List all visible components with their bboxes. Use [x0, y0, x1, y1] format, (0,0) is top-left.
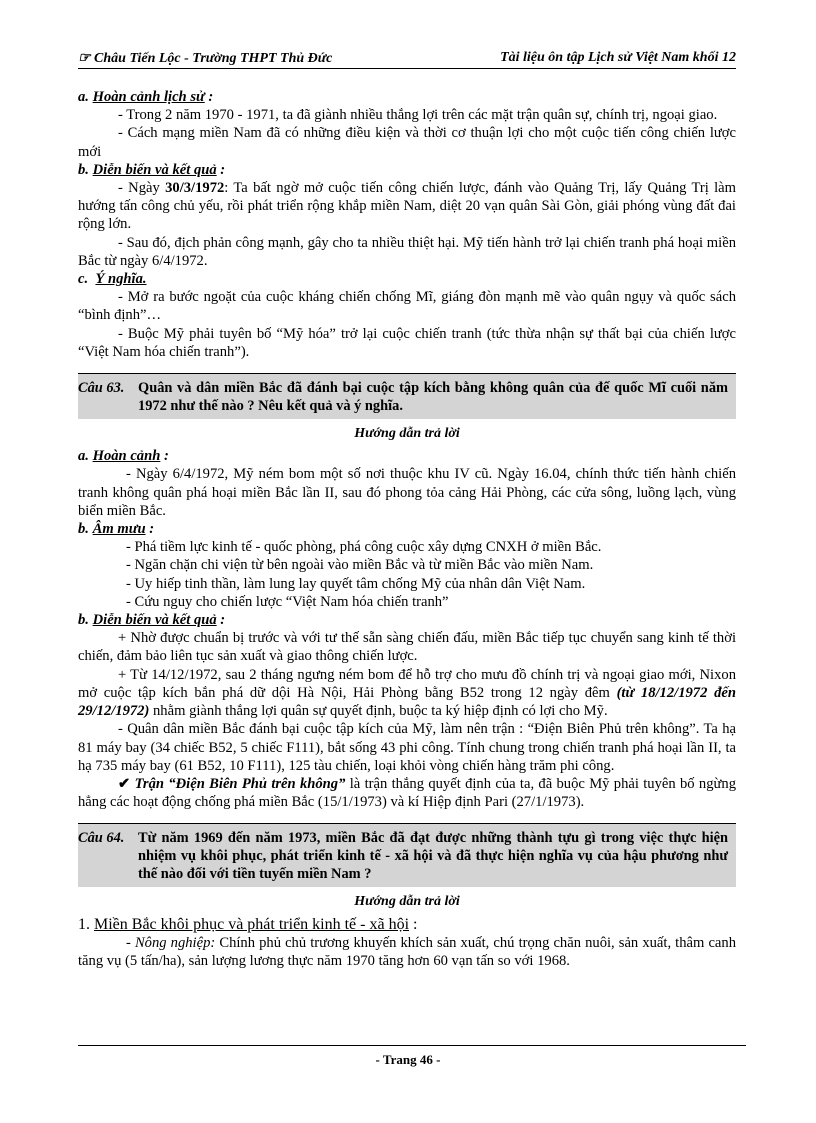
footer-rule [78, 1045, 746, 1046]
question-number: Câu 63. [78, 380, 125, 397]
header-rule [78, 68, 736, 69]
list-item: - Ngăn chặn chi viện từ bên ngoài vào miền Bắc và từ miền Bắc vào miền Nam. [126, 557, 594, 574]
paragraph: + Nhờ được chuẩn bị trước và với tư thế sẵn sàng chiến đấu, miền Bắc tiếp tục chuyển sang kinh tế thời chiến, đảm bảo liên tục sản xuất và giao thông chiến lược. [78, 630, 736, 665]
heading-a: a. Hoàn cảnh : [78, 448, 169, 465]
paragraph: - Buộc Mỹ phải tuyên bố “Mỹ hóa” trở lại cuộc chiến tranh (tức thừa nhận sự thất bại của chiến lược “Việt Nam hóa chiến tranh”). [78, 325, 736, 360]
list-item: - Uy hiếp tinh thần, làm lung lay quyết tâm chống Mỹ của nhân dân Việt Nam. [126, 575, 586, 592]
paragraph: ✔ Trận “Điện Biên Phủ trên không” là trận thắng quyết định của ta, đã buộc Mỹ phải tuyên bố ngừng hẳng các hoạt động chống phá miền Bắc (15/1/1973) và kí Hiệp định Pari (27/1/1973). [78, 775, 736, 811]
check-icon: ✔ [118, 775, 131, 792]
header-doc-title: Tài liệu ôn tập Lịch sử Việt Nam khối 12 [500, 50, 736, 65]
question-text: Quân và dân miền Bắc đã đánh bại cuộc tập kích bằng không quân của đế quốc Mĩ cuối năm 1972 như thế nào ? Nêu kết quả và ý nghĩa. [138, 380, 728, 415]
heading-b-title: Diễn biến và kết quả [92, 161, 217, 178]
paragraph: - Mở ra bước ngoặt của cuộc kháng chiến chống Mĩ, giáng đòn mạnh mẽ vào quân ngụy và quốc sách “bình định”… [78, 289, 736, 324]
heading-c-title: Ý nghĩa. [95, 271, 147, 288]
question-text: Từ năm 1969 đến năm 1973, miền Bắc đã đạt được những thành tựu gì trong việc thực hiện nhiệm vụ khôi phục, phát triển kinh tế - xã hội và đã thực hiện nghĩa vụ của hậu phương như thế nào đối với tiền tuyến miền Nam ? [138, 830, 728, 883]
heading-b: b. Âm mưu : [78, 521, 155, 538]
page-content [78, 88, 736, 970]
heading-b: b. Diễn biến và kết quả : [78, 161, 226, 178]
paragraph: - Ngày 6/4/1972, Mỹ ném bom một số nơi thuộc khu IV cũ. Ngày 16.04, chính thức tiến hành chiến tranh không quân phá hoại miền Bắc lần II, sau đó phong tỏa cảng Hải Phòng, các cửa sông, luồng lạch, vùng biển miền Bắc. [78, 466, 736, 519]
paragraph: + Từ 14/12/1972, sau 2 tháng ngưng ném bom để hỗ trợ cho mưu đồ chính trị và ngoại giao mới, Nixon mở cuộc tập kích bắn phá dữ dội Hà Nội, Hải Phòng bằng B52 trong 12 ngày đêm (từ 18/12/1972 đến 29/12/1972) nhằm giành thắng lợi quân sự quyết định, buộc ta ký hiệp định có lợi cho Mỹ. [78, 666, 736, 720]
heading-a-title: Hoàn cảnh lịch sử [92, 89, 205, 105]
paragraph: - Cách mạng miền Nam đã có những điều kiện và thời cơ thuận lợi cho một cuộc tiến công chiến lược mới [78, 125, 736, 160]
heading-a: a. Hoàn cảnh lịch sử : [78, 89, 214, 105]
list-item: - Cứu nguy cho chiến lược “Việt Nam hóa chiến tranh” [126, 593, 449, 610]
paragraph: - Ngày 30/3/1972: Ta bất ngờ mở cuộc tiến công chiến lược, đánh vào Quảng Trị, lấy Quảng Trị làm hướng tấn công chủ yếu, rồi phát triển rộng khắp miền Nam, diệt 20 vạn quân Sài Gòn, giải phóng vùng đất đai rộng lớn. [78, 180, 736, 233]
page-number: - Trang 46 - [375, 1052, 441, 1067]
paragraph: - Sau đó, địch phản công mạnh, gây cho ta nhiều thiệt hại. Mỹ tiến hành trở lại chiến tranh phá hoại miền Bắc từ ngày 6/4/1972. [78, 234, 736, 269]
question-box-63 [78, 373, 736, 419]
question-number: Câu 64. [78, 830, 125, 847]
page-header [78, 50, 736, 68]
paragraph: - Quân dân miền Bắc đánh bại cuộc tập kích của Mỹ, làm nên trận : “Điện Biên Phủ trên không”. Ta hạ 81 máy bay (34 chiếc B52, 5 chiếc F111), bắt sống 43 phi công. Tính chung trong chiến tranh phá hoại lần II, ta hạ 735 máy bay (61 B52, 10 F111), 125 tàu chiến, loại khỏi vòng chiến hàng trăm phi công. [78, 721, 736, 774]
heading-c: b. Diễn biến và kết quả : [78, 612, 226, 629]
section-heading: 1. Miền Bắc khôi phục và phát triển kinh tế - xã hội : [78, 915, 418, 933]
list-item: - Phá tiềm lực kinh tế - quốc phòng, phá công cuộc xây dựng CNXH ở miền Bắc. [126, 539, 602, 556]
answer-guide-heading: Hướng dẫn trả lời [354, 894, 460, 910]
answer-guide-heading: Hướng dẫn trả lời [354, 426, 460, 442]
paragraph: - Nông nghiệp: Chính phủ chủ trương khuyến khích sản xuất, chú trọng chăn nuôi, sản xuất, thâm canh tăng vụ (5 tấn/ha), sản lượng lương thực năm 1970 tăng hơn 60 vạn tấn so với 1968. [78, 934, 736, 969]
paragraph: - Trong 2 năm 1970 - 1971, ta đã giành nhiều thắng lợi trên các mặt trận quân sự, chính trị, ngoại giao. [118, 107, 718, 124]
header-author: ☞ Châu Tiến Lộc - Trường THPT Thủ Đức [78, 51, 333, 66]
heading-c: c. Ý nghĩa. [78, 271, 147, 288]
question-box-64 [78, 823, 736, 887]
